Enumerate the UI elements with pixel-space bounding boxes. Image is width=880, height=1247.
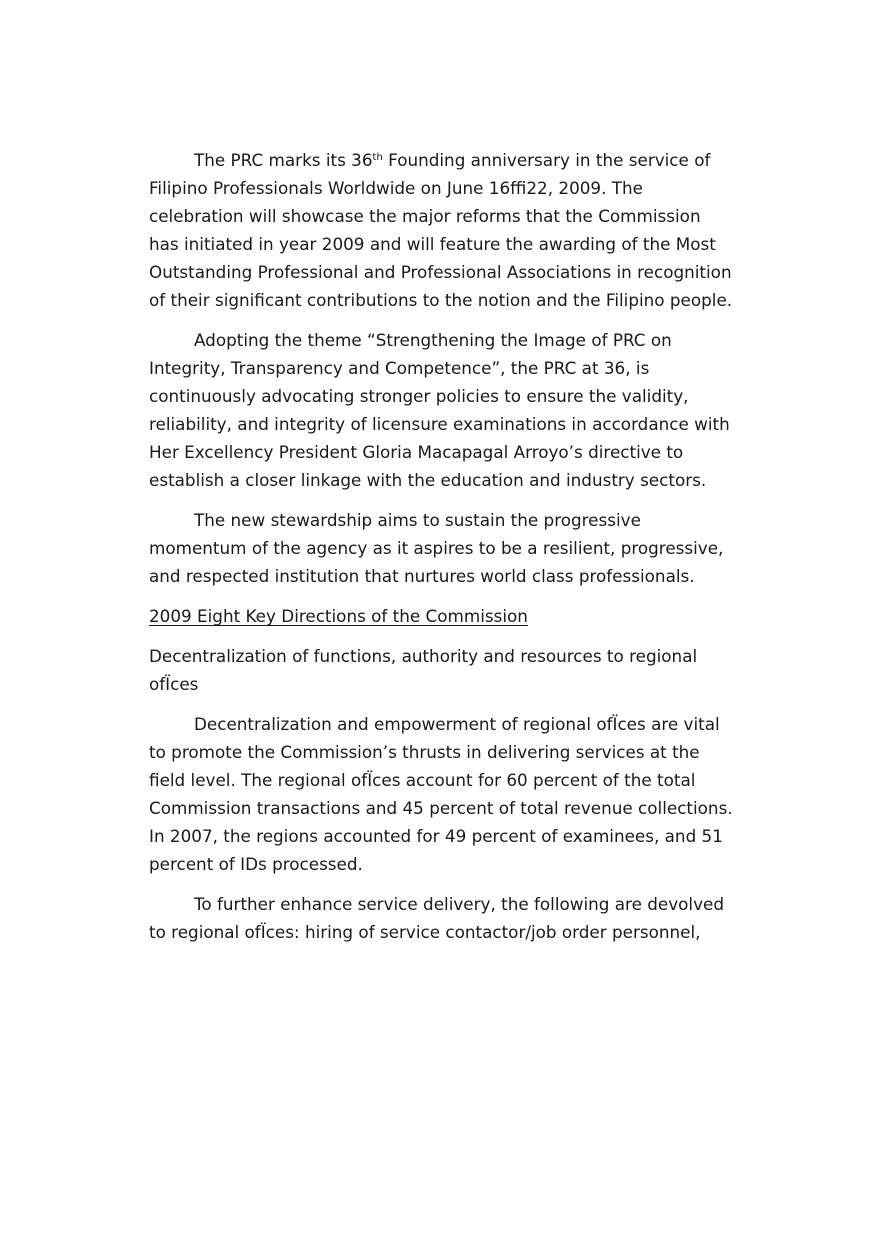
paragraph-decentralization: Decentralization and empowerment of regional ofÏces are vital to promote the Commission’s thrusts in delivering services at the field level. The regional ofÏces account for 60 percent of the total Commission transactions and 45 percent of total revenue collections. In 2007, the regions accounted for 49 percent of examinees, and 51 percent of IDs processed.	[149, 714, 733, 874]
ordinal-suffix: th	[372, 152, 383, 163]
paragraph-theme: Adopting the theme “Strengthening the Image of PRC on Integrity, Transparency and Competence”, the PRC at 36, is continuously advocating stronger policies to ensure the validity, reliability, and integrity of licensure examinations in accordance with Her Excellency President Gloria Macapagal Arroyo’s directive to establish a closer linkage with the education and industry sectors.	[149, 330, 730, 490]
paragraph-founding-anniversary	[149, 146, 733, 314]
paragraph-stewardship: The new stewardship aims to sustain the progressive momentum of the agency as it aspires to be a resilient, progressive, and respected institution that nurtures world class professionals.	[149, 510, 724, 586]
paragraph-text: Founding anniversary in the service of Filipino Professionals Worldwide on June 16ﬃ22, 2009. The celebration will showcase the major reforms that the Commission has initiated in year 2009 and will feature the awarding of the Most Outstanding Professional and Professional Associations in recognition of their significant contributions to the notion and the Filipino people.	[149, 150, 733, 310]
paragraph-text: The PRC marks its 36	[194, 150, 373, 170]
document-body	[149, 146, 733, 958]
section-heading-text: 2009 Eight Key Directions of the Commission	[149, 606, 528, 626]
subheading: Decentralization of functions, authority and resources to regional ofÏces	[149, 646, 698, 694]
section-heading	[149, 602, 733, 630]
paragraph-service-delivery: To further enhance service delivery, the following are devolved to regional ofÏces: hiring of service contactor/job order personnel,	[149, 894, 724, 942]
